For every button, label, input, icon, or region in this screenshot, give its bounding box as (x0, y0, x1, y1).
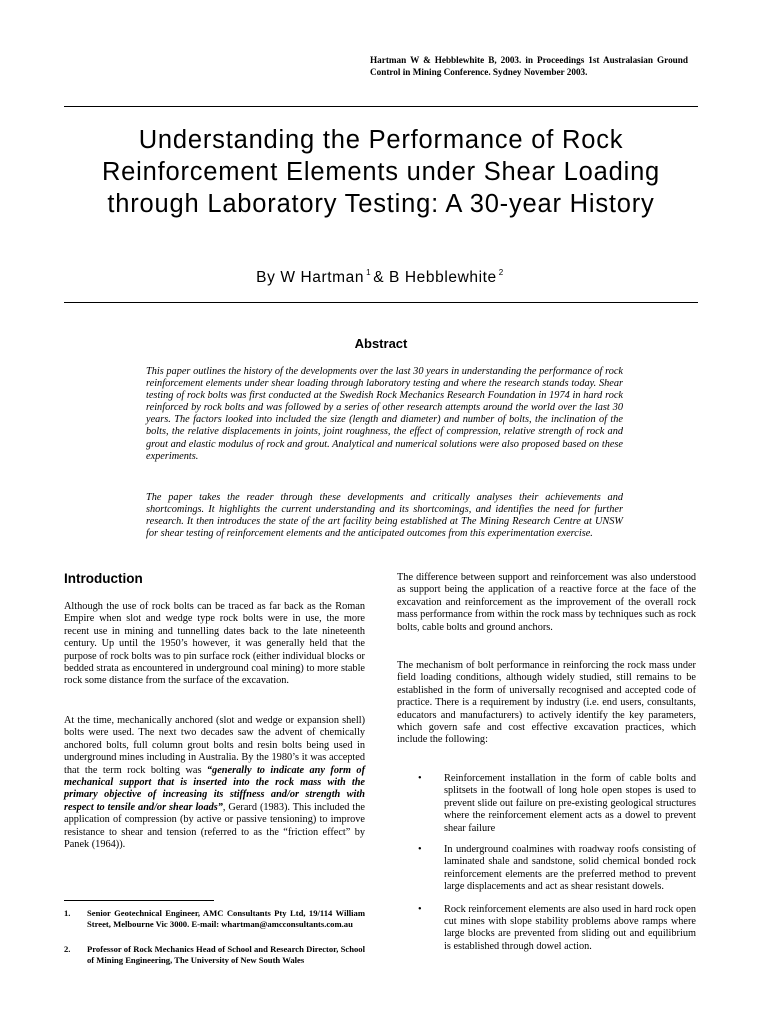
list-item-text: Rock reinforcement elements are also used in hard rock open cut mines with slope stability problems above ramps where large blocks are prevented from sliding out and equilibrium is established through dowel action. (444, 903, 696, 952)
bullet-icon: • (418, 903, 422, 915)
list-item-text: In underground coalmines with roadway roofs consisting of laminated shale and sandstone, solid chemical bonded rock reinforcement elements are the preferred method to prevent large displacements and act as shear resistant dowels. (444, 844, 696, 893)
footnote-number: 2. (64, 944, 71, 954)
footnote-divider (64, 900, 214, 901)
abstract-heading: Abstract (354, 336, 408, 351)
byline-author-2: & B Hebblewhite (373, 269, 497, 286)
byline-author-1: By W Hartman (256, 269, 365, 286)
list-item (418, 844, 696, 894)
affiliation-marker-1: 1 (366, 268, 372, 277)
author-byline (64, 268, 698, 287)
abstract-paragraph-1: This paper outlines the history of the developments over the last 30 years in understanding the performance of rock reinforcement elements under shear loading through laboratory testing and where the research stands today. Shear testing of rock bolts was first conducted at the Swedish Rock Mechanics Research Foundation in 1974 in hard rock reinforced by rock bolts and was followed by a series of other research attempts around the world over the last 30 years. The factors looked into included the size (length and diameter) and number of bolts, the inclination of the bolts, the relative displacements in joints, joint roughness, the effect of compression, relative strength of rock and grout and elastic modulus of rock and grout. Analytical and numerical solutions were also proposed based on these experiments. (146, 366, 623, 462)
intro-paragraph-3: The difference between support and reinforcement was also understood as support being the application of a reactive force at the face of the excavation and reinforcement as the improvement of the overall rock mass performance from within the rock mass by techniques such as rock bolts, cable bolts and ground anchors. (397, 572, 696, 633)
affiliation-marker-2: 2 (498, 268, 504, 277)
list-item-text: Reinforcement installation in the form of cable bolts and splitsets in the footwall of long hole open stopes is used to prevent slide out failure on pre-existing geological structures where the reinforcement element acts as a dowel to prevent shear failure (444, 773, 696, 834)
intro-paragraph-2-part-a: At the time, mechanically anchored (slot and wedge or expansion shell) bolts were used. The next two decades saw the advent of chemically anchored bolts, full column grout bolts and resin bolts being used in underground mines including in Australia. By the 1980’s it was accepted that the term rock bolting was (64, 715, 365, 776)
header-divider (64, 106, 698, 107)
intro-paragraph-2 (64, 715, 365, 851)
list-item (418, 904, 696, 954)
bullet-icon: • (418, 773, 422, 784)
footnote-text: Professor of Rock Mechanics Head of School and Research Director, School of Mining Engineering, The University of New South Wales (87, 944, 365, 965)
bullet-icon: • (418, 844, 422, 856)
citation-header: Hartman W & Hebblewhite B, 2003. in Proceedings 1st Australasian Ground Control in Mining Conference. Sydney November 2003. (370, 55, 688, 77)
title-divider (64, 302, 698, 303)
rock-bolting-definition-quote: “generally to indicate any form of mechanical support that is inserted into the rock mass with the primary objective of increasing its stiffness and/or strength with respect to tensile and/or shear loads” (64, 764, 365, 813)
intro-paragraph-1: Although the use of rock bolts can be traced as far back as the Roman Empire when slot and wedge type rock bolts were in use, the more recent use in mining and tunnelling dates back to the late nineteenth century. Up until the 1950’s however, it was generally held that the purpose of rock bolts was to pin surface rock (either individual blocks or bedded strata as encountered in underground coal mining) to more stable rock some distance from the surface of the excavation. (64, 601, 365, 687)
abstract-paragraph-2: The paper takes the reader through these developments and critically analyses their achievements and shortcomings. It highlights the current understanding and its shortcomings, and identifies the need for further research. It then introduces the state of the art facility being established at The Mining Research Centre at UNSW for shear testing of reinforcement elements and the anticipated outcomes from this experimentation exercise. (146, 492, 623, 540)
footnote-1 (64, 908, 365, 930)
intro-paragraph-2-part-b: , Gerard (1983). This included the application of compression (by active or passive tensioning) to improve resistance to shear and tension (referred to as the “friction effect” by Panek (1964)). (64, 801, 365, 851)
introduction-heading: Introduction (64, 571, 143, 586)
bullet-list (418, 773, 696, 953)
footnote-2 (64, 944, 365, 966)
footnote-text: Senior Geotechnical Engineer, AMC Consultants Pty Ltd, 19/114 William Street, Melbourne Vic 3000. E-mail: whartman@amcconsultants.com.au (87, 908, 365, 929)
list-item (418, 773, 696, 835)
footnote-number: 1. (64, 908, 71, 918)
intro-paragraph-4: The mechanism of bolt performance in reinforcing the rock mass under field loading conditions, although widely studied, still remains to be established in the form of universally recognised and accepted code of practice. There is a requirement by industry (i.e. end users, consultants, educators and manufacturers) to actively identify the key parameters, which govern safe and cost effective excavation practices, which include the following: (397, 660, 696, 746)
paper-title: Understanding the Performance of Rock Reinforcement Elements under Shear Loading through Laboratory Testing: A 30-year History (101, 126, 661, 218)
